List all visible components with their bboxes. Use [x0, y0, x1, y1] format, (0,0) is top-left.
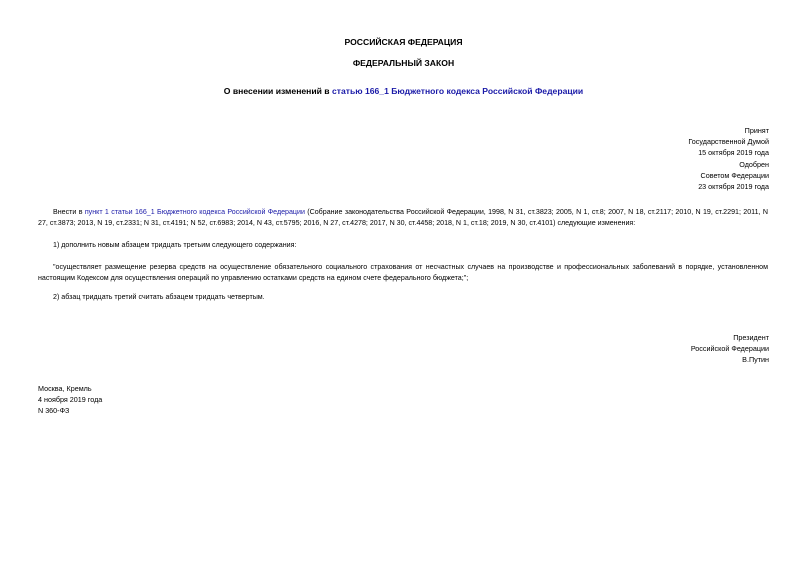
footer-place: Москва, Кремль	[38, 384, 92, 393]
council-label: Советом Федерации	[700, 170, 769, 180]
signature-country: Российской Федерации	[690, 344, 769, 354]
intro-paragraph	[38, 207, 768, 229]
footer-date: 4 ноября 2019 года	[38, 395, 103, 405]
intro-prefix: Внести в	[53, 208, 85, 216]
law-title-link[interactable]: статью 166_1 Бюджетного кодекса Российской Федерации	[331, 86, 584, 96]
signature-block	[691, 332, 769, 366]
country-heading: РОССИЙСКАЯ ФЕДЕРАЦИЯ	[344, 37, 463, 47]
law-type-heading: ФЕДЕРАЛЬНЫЙ ЗАКОН	[352, 58, 455, 68]
signature-role: Президент	[733, 333, 769, 342]
duma-label: Государственной Думой	[688, 137, 769, 147]
footer-block	[38, 383, 102, 417]
item-1: 1) дополнить новым абзацем тридцать третьим следующего содержания:	[53, 241, 297, 249]
item-2: 2) абзац тридцать третий считать абзацем тридцать четвертым.	[53, 293, 265, 301]
intro-rest: (Собрание законодательства Российской Федерации, 1998, N 31, ст.3823; 2005, N 1, ст.8; 2007, N 18, ст.2117; 2010, N 19, ст.2291; 2011, N 27, ст.3873; 2013, N 19, ст.2331; N 31, ст.4191; N 52, ст.6983; 2014, N 43, ст.5795; 2016, N 27, ст.4278; 2017, N 30, ст.4458; 2018, N 1, ст.18; 2019, N 30, ст.4101) следующие изменения:	[38, 208, 768, 228]
adoption-block	[688, 125, 769, 192]
quoted-text: "осуществляет размещение резерва средств на осуществление обязательного социального страхования от несчастных случаев на производстве и профессиональных заболеваний в порядке, установленном настоящим Кодексом для осуществления операций по управлению остатками средств на едином счете федерального бюджета;";	[38, 263, 768, 283]
signature-name: В.Путин	[742, 355, 769, 365]
law-title	[0, 86, 807, 96]
law-title-prefix: О внесении изменений в	[223, 86, 332, 96]
footer-number: N 360-ФЗ	[38, 406, 70, 416]
intro-link[interactable]: пункт 1 статьи 166_1 Бюджетного кодекса Российской Федерации	[84, 208, 305, 216]
council-date: 23 октября 2019 года	[698, 182, 769, 192]
duma-date: 15 октября 2019 года	[698, 148, 769, 158]
approved-label: Одобрен	[739, 159, 769, 169]
accepted-label: Принят	[744, 126, 769, 135]
